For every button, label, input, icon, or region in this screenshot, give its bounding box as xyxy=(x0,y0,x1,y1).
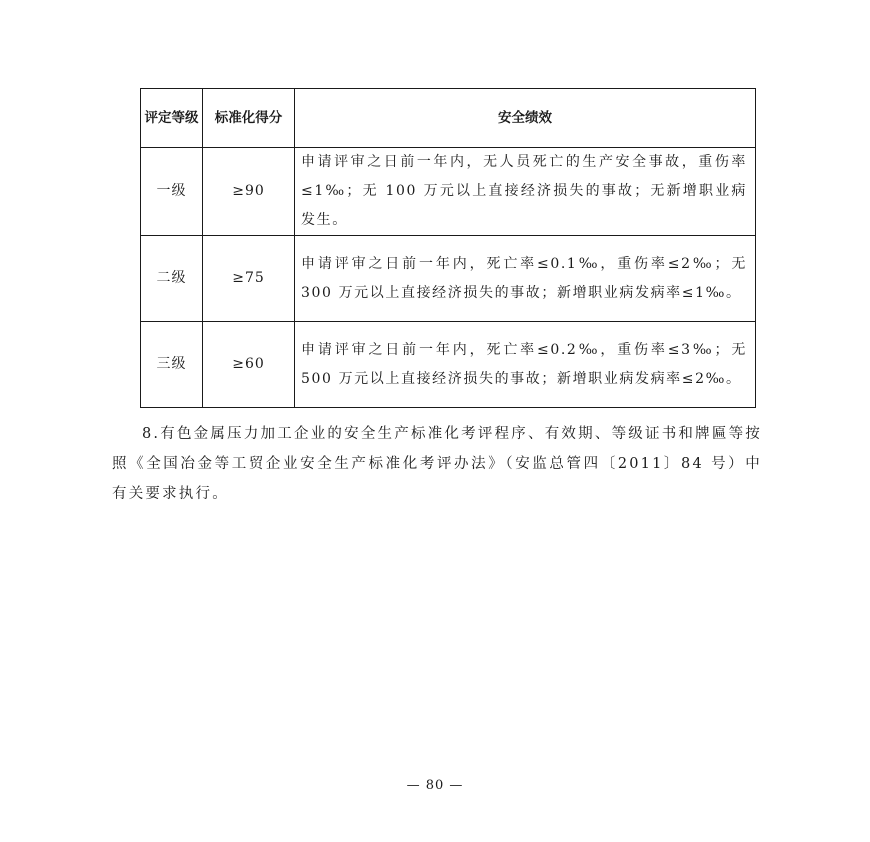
header-grade: 评定等级 xyxy=(141,89,203,148)
grade-cell: 一级 xyxy=(141,148,203,236)
table-row xyxy=(141,148,756,236)
header-score: 标准化得分 xyxy=(203,89,295,148)
score-cell: ≥90 xyxy=(203,148,295,236)
page-number: — 80 — xyxy=(406,778,464,793)
score-cell: ≥60 xyxy=(203,322,295,408)
body-paragraph: 8.有色金属压力加工企业的安全生产标准化考评程序、有效期、等级证书和牌匾等按照《全国冶金等工贸企业安全生产标准化考评办法》（安监总管四〔2011〕84 号）中有关要求执行。 xyxy=(112,425,762,502)
grade-cell: 三级 xyxy=(141,322,203,408)
grade-cell: 二级 xyxy=(141,236,203,322)
table-row xyxy=(141,322,756,408)
performance-cell: 申请评审之日前一年内，死亡率≤0.2‰，重伤率≤3‰；无 500 万元以上直接经济损失的事故；新增职业病发病率≤2‰。 xyxy=(295,322,756,408)
header-performance: 安全绩效 xyxy=(295,89,756,148)
performance-cell: 申请评审之日前一年内，死亡率≤0.1‰，重伤率≤2‰；无 300 万元以上直接经济损失的事故；新增职业病发病率≤1‰。 xyxy=(295,236,756,322)
table-header-row xyxy=(141,89,756,148)
safety-grade-table xyxy=(140,88,756,408)
performance-cell: 申请评审之日前一年内，无人员死亡的生产安全事故，重伤率≤1‰；无 100 万元以上直接经济损失的事故；无新增职业病发生。 xyxy=(295,148,756,236)
score-cell: ≥75 xyxy=(203,236,295,322)
table-row xyxy=(141,236,756,322)
